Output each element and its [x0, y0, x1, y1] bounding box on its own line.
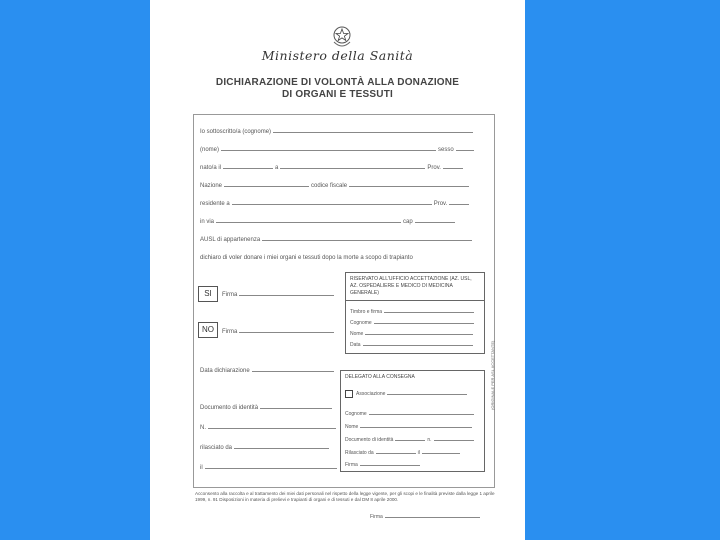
del-document-label: Documento di identità: [345, 437, 394, 443]
issue-date-label: il: [200, 465, 203, 471]
del-signature-field[interactable]: [360, 460, 420, 466]
yes-signature-field[interactable]: [239, 290, 334, 296]
del-issued-field[interactable]: [376, 448, 416, 454]
form-sheet: [150, 0, 525, 540]
surname-field[interactable]: [273, 127, 473, 133]
nation-label: Nazione: [200, 183, 223, 189]
del-number-label: n.: [427, 437, 432, 443]
form-title-line1: DICHIARAZIONE DI VOLONTÀ ALLA DONAZIONE: [215, 77, 460, 88]
acc-date-row: [350, 340, 475, 348]
fiscal-code-label: codice fiscale: [311, 183, 348, 189]
declaration-text: dichiaro di voler donare i miei organi e tessuti dopo la morte a scopo di trapianto: [200, 255, 413, 261]
final-signature-label: Firma: [370, 514, 383, 520]
street-row: [200, 217, 457, 225]
acc-surname-field[interactable]: [374, 318, 474, 324]
surname-row: [200, 127, 475, 135]
id-document-row: [200, 403, 334, 411]
privacy-footnote: Acconsento alla raccolta e al trattamento dei miei dati personali nel rispetto della legge vigente, per gli scopi e le finalità previste dalla legge 1 aprile 1999, n. 91 Disposizioni in materia di prelievi e trapianti di organi e di tessuti e dal DM 8 aprile 2000.: [195, 491, 495, 502]
republic-emblem-icon: [331, 24, 353, 50]
issue-date-row: [200, 463, 339, 471]
yes-signature-label: Firma: [222, 292, 238, 298]
del-document-row: [345, 435, 476, 443]
residence-field[interactable]: [232, 199, 432, 205]
association-label: Associazione: [356, 391, 386, 397]
declaration-date-row: [200, 366, 336, 374]
stamp-field[interactable]: [384, 307, 474, 313]
birth-date-field[interactable]: [223, 163, 273, 169]
del-signature-row: [345, 460, 422, 468]
del-surname-field[interactable]: [369, 409, 474, 415]
cap-field[interactable]: [415, 217, 455, 223]
name-label: (nome): [200, 147, 220, 153]
ausl-field[interactable]: [262, 235, 472, 241]
no-signature-label: Firma: [222, 329, 238, 335]
acc-date-field[interactable]: [363, 340, 473, 346]
issued-by-label: rilasciato da: [200, 445, 233, 451]
id-number-field[interactable]: [208, 423, 336, 429]
residence-row: [200, 199, 471, 207]
street-label: in via: [200, 219, 215, 225]
del-surname-row: [345, 409, 476, 417]
birth-row: [200, 163, 465, 171]
residence-prov-field[interactable]: [449, 199, 469, 205]
no-signature-row: [222, 327, 336, 335]
residence-label: residente a: [200, 201, 230, 207]
acc-name-field[interactable]: [365, 329, 473, 335]
acc-date-label: Data: [350, 342, 361, 348]
no-option-box[interactable]: NO: [198, 322, 218, 338]
declaration-date-label: Data dichiarazione: [200, 368, 250, 374]
surname-label: Io sottoscritto/a (cognome): [200, 129, 272, 135]
yes-option-box[interactable]: SI: [198, 286, 218, 302]
street-field[interactable]: [216, 217, 401, 223]
form-title-line2: DI ORGANI E TESSUTI: [281, 89, 394, 100]
nation-field[interactable]: [224, 181, 309, 187]
ausl-row: [200, 235, 474, 243]
id-document-field[interactable]: [260, 403, 332, 409]
final-signature-field[interactable]: [385, 512, 480, 518]
name-row: [200, 145, 476, 153]
stamp-label: Timbro e firma: [350, 309, 383, 315]
final-signature-row: [370, 512, 482, 520]
fiscal-code-field[interactable]: [349, 181, 469, 187]
acc-surname-row: [350, 318, 476, 326]
sex-label: sesso: [438, 147, 454, 153]
acceptance-office-panel: [345, 272, 485, 354]
id-number-label: N.: [200, 425, 206, 431]
acc-surname-label: Cognome: [350, 320, 372, 326]
del-name-label: Nome: [345, 424, 359, 430]
stamp-row: [350, 307, 476, 315]
birth-place-label: a: [275, 165, 279, 171]
id-document-label: Documento di identità: [200, 405, 259, 411]
birth-date-label: nato/a il: [200, 165, 222, 171]
acc-name-row: [350, 329, 475, 337]
del-issue-date-field[interactable]: [422, 448, 460, 454]
del-issue-date-label: il: [417, 450, 420, 456]
delegate-panel: [340, 370, 485, 472]
nation-row: [200, 181, 471, 189]
original-copy-note: (ORIGINALE PER ASL ACCETTANTE): [490, 340, 495, 410]
association-row: [345, 389, 469, 398]
sex-field[interactable]: [456, 145, 474, 151]
ministry-name: Ministero della Sanità: [261, 48, 414, 63]
del-signature-label: Firma: [345, 462, 358, 468]
birth-prov-field[interactable]: [443, 163, 463, 169]
del-surname-label: Cognome: [345, 411, 367, 417]
del-name-field[interactable]: [360, 422, 472, 428]
association-checkbox[interactable]: [345, 390, 353, 398]
del-document-field[interactable]: [395, 435, 425, 441]
yes-signature-row: [222, 290, 336, 298]
declaration-date-field[interactable]: [252, 366, 334, 372]
issue-date-field[interactable]: [205, 463, 337, 469]
name-field[interactable]: [221, 145, 436, 151]
acc-name-label: Nome: [350, 331, 364, 337]
birth-prov-label: Prov.: [427, 165, 441, 171]
issued-by-row: [200, 443, 331, 451]
no-signature-field[interactable]: [239, 327, 334, 333]
del-issued-row: [345, 448, 462, 456]
cap-label: cap: [403, 219, 413, 225]
del-name-row: [345, 422, 474, 430]
id-number-row: [200, 423, 338, 431]
residence-prov-label: Prov.: [433, 201, 448, 207]
del-number-field[interactable]: [434, 435, 474, 441]
association-field[interactable]: [387, 389, 467, 395]
delegate-panel-heading: DELEGATO ALLA CONSEGNA: [345, 374, 415, 380]
birth-place-field[interactable]: [280, 163, 425, 169]
del-issued-label: Rilasciato da: [345, 450, 374, 456]
issued-by-field[interactable]: [234, 443, 329, 449]
acceptance-panel-heading: RISERVATO ALL'UFFICIO ACCETTAZIONE (AZ. USL, AZ. OSPEDALIERE E MEDICO DI MEDICINA GENERALE): [346, 273, 484, 301]
ausl-label: AUSL di appartenenza: [200, 237, 261, 243]
